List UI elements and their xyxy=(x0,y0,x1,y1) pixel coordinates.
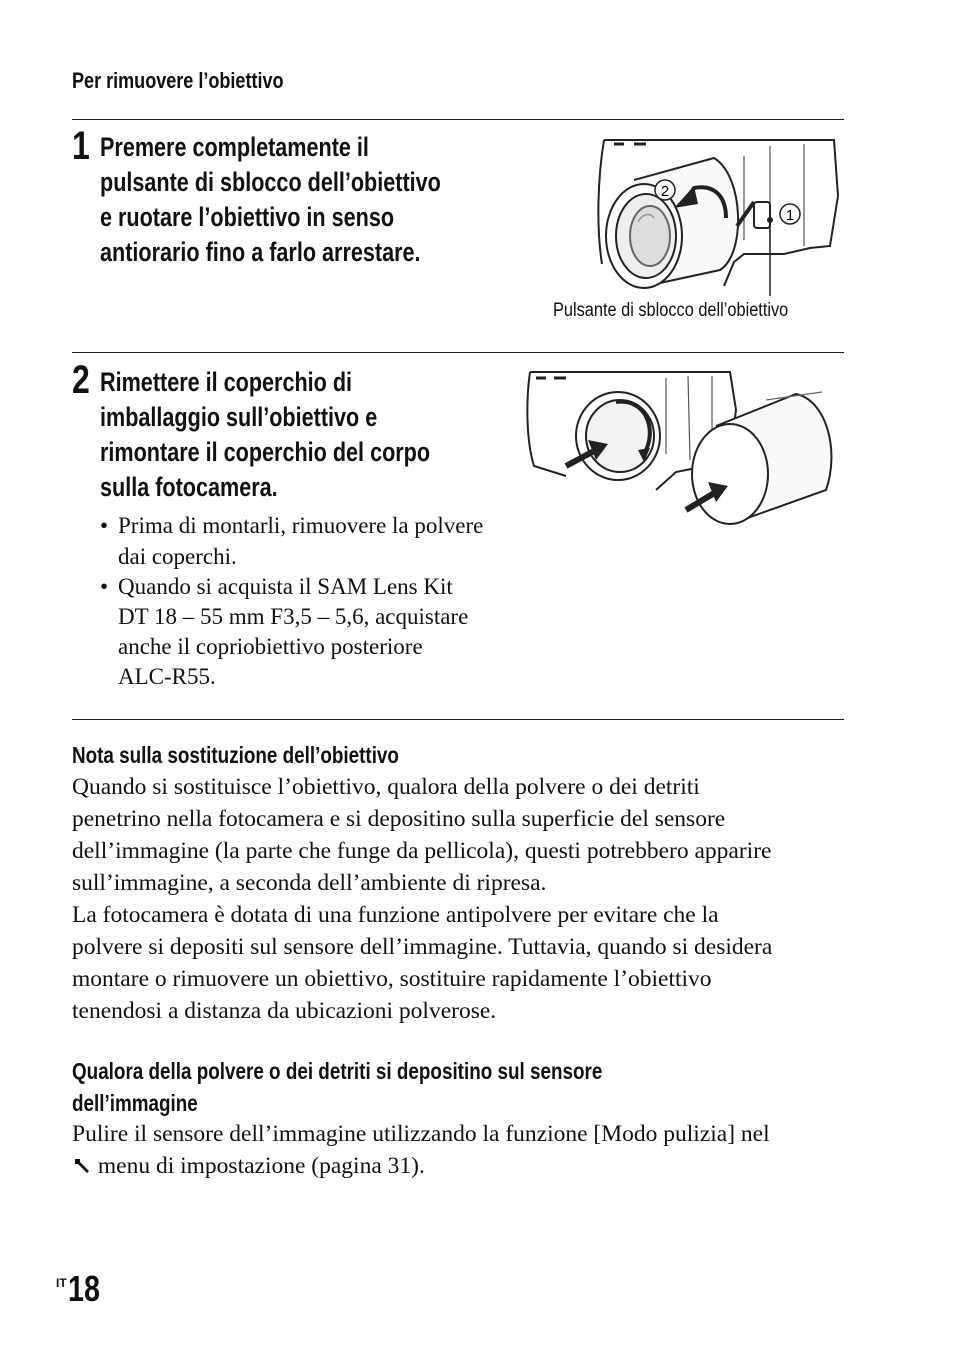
bullet-2-line-4: ALC-R55. xyxy=(118,664,216,689)
note-line-2: penetrino nella fotocamera e si depositino sulla superficie del sensore xyxy=(72,806,726,832)
dust-heading-line-2: dell’immagine xyxy=(72,1090,198,1116)
page-number: 18 xyxy=(68,1268,101,1309)
dust-body-line-2 xyxy=(72,1153,425,1180)
bullet-2-line-3: anche il copriobiettivo posteriore xyxy=(118,634,423,659)
step-1-line-4: antiorario fino a farlo arrestare. xyxy=(100,237,421,267)
note-line-4: sull’immagine, a seconda dell’ambiente di ripresa. xyxy=(72,870,547,896)
step-2-number: 2 xyxy=(72,358,90,402)
note-line-7: montare o rimuovere un obiettivo, sostituire rapidamente l’obiettivo xyxy=(72,966,712,992)
page-language-prefix: IT xyxy=(56,1276,67,1290)
step-2-line-1: Rimettere il coperchio di xyxy=(100,367,353,397)
section-title: Per rimuovere l’obiettivo xyxy=(72,68,284,93)
bullet-1-line-2: dai coperchi. xyxy=(118,544,237,569)
callout-1-label: 1 xyxy=(785,207,795,224)
note-line-1: Quando si sostituisce l’obiettivo, qualora della polvere o dei detriti xyxy=(72,774,700,800)
dust-body-line-1: Pulire il sensore dell’immagine utilizzando la funzione [Modo pulizia] nel xyxy=(72,1121,770,1147)
step-2-line-2: imballaggio sull’obiettivo e xyxy=(100,402,378,432)
cap-mounting-illustration xyxy=(526,370,842,530)
note-heading: Nota sulla sostituzione dell’obiettivo xyxy=(72,742,399,768)
bullet-2-line-1: Quando si acquista il SAM Lens Kit xyxy=(118,574,453,599)
bullet-2-marker: • xyxy=(100,574,109,599)
step-1-line-1: Premere completamente il xyxy=(100,132,369,162)
wrench-icon xyxy=(72,1156,92,1176)
lens-removal-illustration xyxy=(594,136,844,296)
bullet-2-line-2: DT 18 – 55 mm F3,5 – 5,6, acquistare xyxy=(118,604,469,629)
note-line-8: tenendosi a distanza da ubicazioni polverose. xyxy=(72,998,497,1024)
step-2-line-4: sulla fotocamera. xyxy=(100,472,278,502)
bullet-1-marker: • xyxy=(100,513,109,538)
step-1-line-3: e ruotare l’obiettivo in senso xyxy=(100,202,395,232)
step-1-line-2: pulsante di sblocco dell’obiettivo xyxy=(100,167,441,197)
step-2-line-3: rimontare il coperchio del corpo xyxy=(100,437,431,467)
dust-heading-line-1: Qualora della polvere o dei detriti si depositino sul sensore xyxy=(72,1058,603,1084)
note-line-5: La fotocamera è dotata di una funzione antipolvere per evitare che la xyxy=(72,902,719,928)
bullet-1-line-1: Prima di montarli, rimuovere la polvere xyxy=(118,513,484,538)
callout-2-label: 2 xyxy=(660,183,670,200)
dust-body-line-2-text: menu di impostazione (pagina 31). xyxy=(92,1153,425,1179)
step-1-number: 1 xyxy=(72,124,90,168)
divider-top xyxy=(72,119,844,120)
divider-step-2 xyxy=(72,352,844,353)
note-line-6: polvere si depositi sul sensore dell’immagine. Tuttavia, quando si desidera xyxy=(72,934,773,960)
divider-note xyxy=(72,719,844,720)
note-line-3: dell’immagine (la parte che funge da pellicola), questi potrebbero apparire xyxy=(72,838,772,864)
release-button-caption: Pulsante di sblocco dell’obiettivo xyxy=(553,300,789,321)
